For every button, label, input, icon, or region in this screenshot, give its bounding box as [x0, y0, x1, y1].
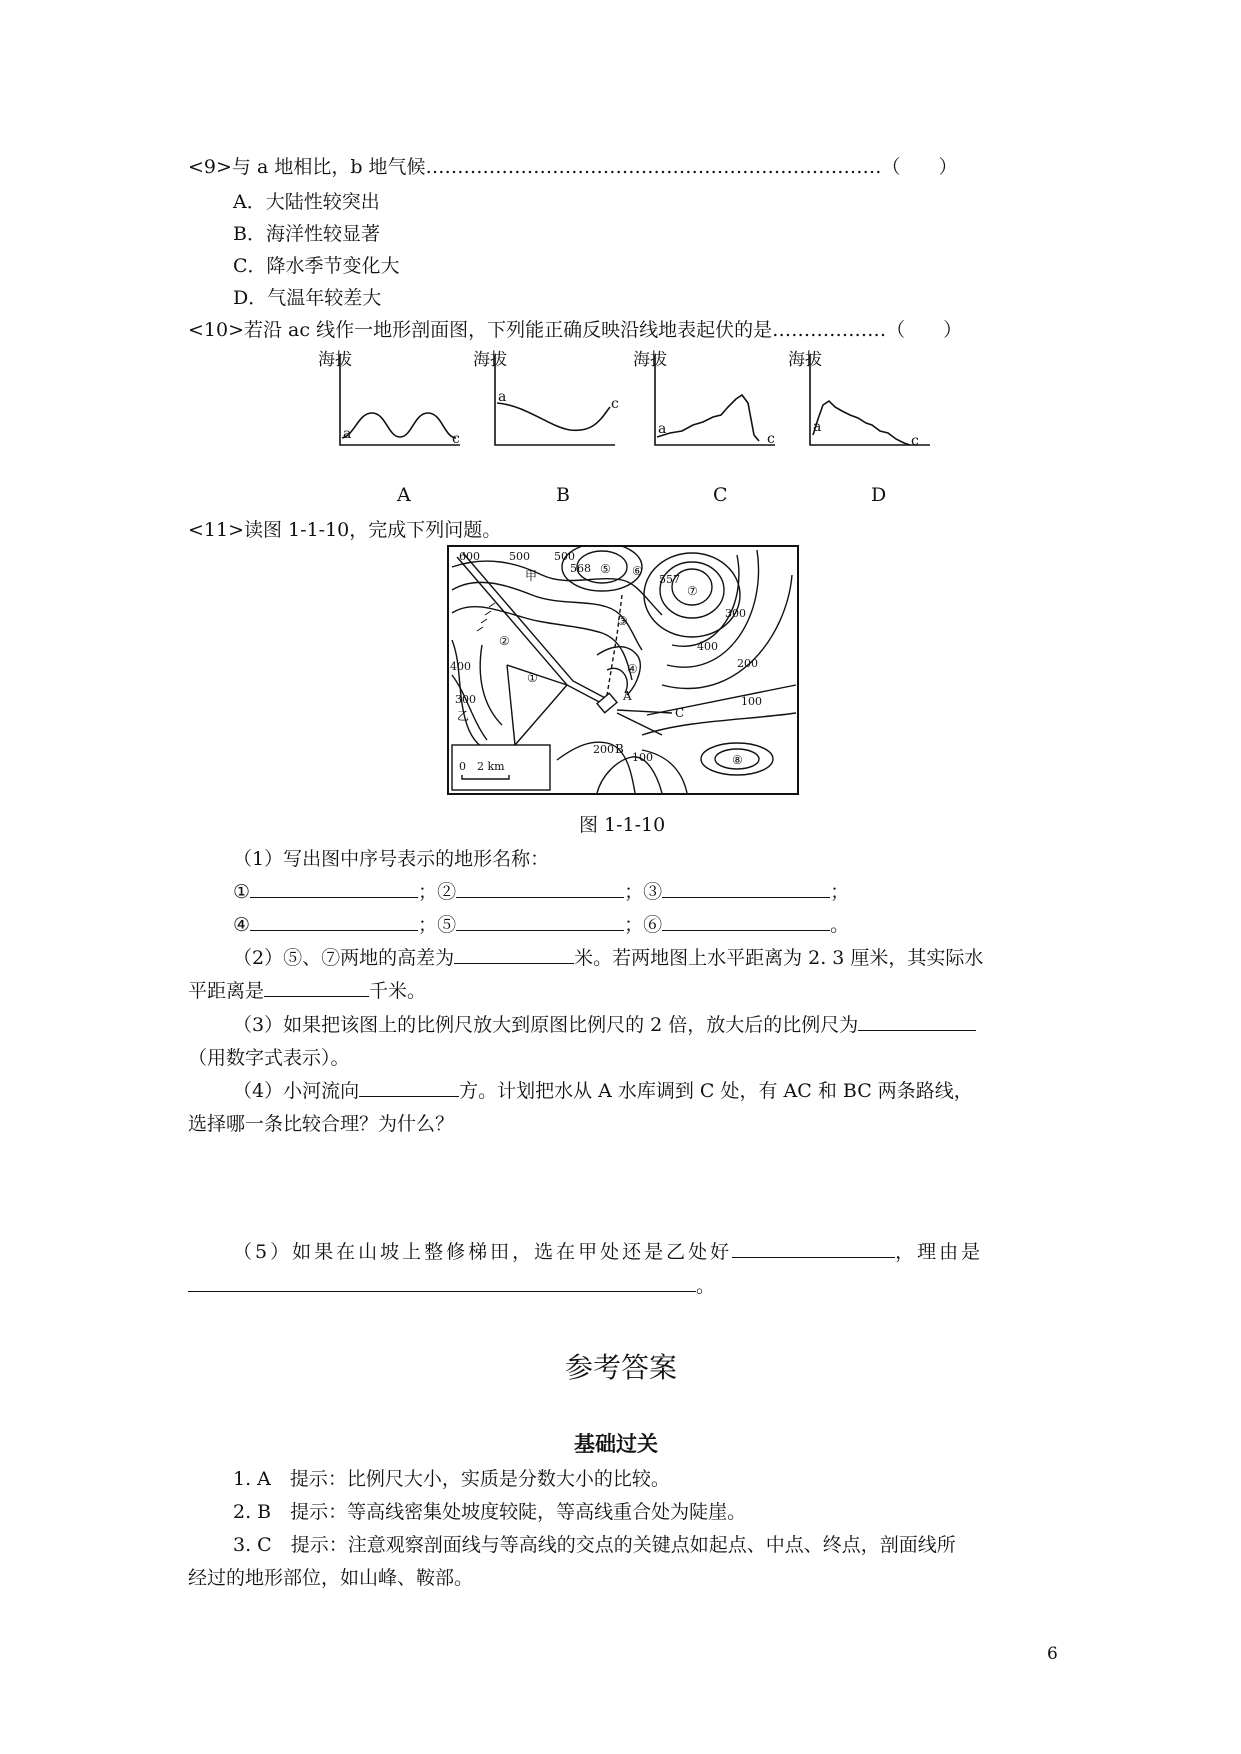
profile-d-end: c — [911, 433, 919, 449]
place-a: A — [623, 689, 632, 703]
contour-label-300a: 300 — [725, 607, 746, 620]
contour-label-500a: 500 — [509, 550, 530, 563]
q11-p5a: （5）如果在山坡上整修梯田，选在甲处还是乙处好 — [233, 1241, 733, 1263]
answer-item-1: 1. A 提示：比例尺大小，实质是分数大小的比较。 — [233, 1468, 670, 1490]
contour-map — [447, 545, 799, 795]
answer-blank-distance[interactable] — [264, 978, 369, 997]
q11-p4c: 选择哪一条比较合理？为什么？ — [188, 1113, 455, 1135]
q9-option-a[interactable]: A．大陆性较突出 — [233, 191, 380, 213]
marker-8: ⑧ — [732, 753, 743, 767]
q11-p3-line1 — [233, 1010, 976, 1037]
mark-5: ⑤ — [437, 914, 457, 936]
page-number: 6 — [1047, 1644, 1058, 1664]
profile-a-end: c — [452, 431, 460, 447]
answer-blank-flow[interactable] — [359, 1078, 459, 1097]
profile-choice-b-label[interactable]: B — [556, 484, 570, 506]
place-c: C — [675, 706, 685, 720]
mark-3: ③ — [643, 881, 663, 903]
q9-option-c[interactable]: C．降水季节变化大 — [233, 255, 400, 277]
profile-b-end: c — [611, 396, 619, 412]
q9-option-b[interactable]: B．海洋性较显著 — [233, 223, 380, 245]
marker-3: ③ — [617, 614, 628, 628]
q11-p2d: 千米。 — [369, 980, 427, 1002]
axis-label-b: 海拔 — [473, 350, 507, 370]
end-mark: 。 — [830, 914, 850, 936]
marker-6: ⑥ — [632, 564, 643, 578]
q11-p4a: （4）小河流向 — [233, 1080, 360, 1102]
answer-item-2: 2. B 提示：等高线密集处坡度较陡，等高线重合处为陡崖。 — [233, 1501, 747, 1523]
q11-p4-line1 — [233, 1076, 973, 1103]
q10-stem: <10>若沿 ac 线作一地形剖面图，下列能正确反映沿线地表起伏的是………………（ ） — [188, 319, 963, 341]
marker-5: ⑤ — [600, 562, 611, 576]
contour-label-200a: 200 — [737, 657, 758, 670]
profile-b-graph — [495, 355, 615, 445]
profile-choice-c-label[interactable]: C — [713, 484, 728, 506]
profile-choice-d-label[interactable]: D — [871, 484, 887, 506]
q11-p5-line2 — [188, 1271, 715, 1298]
place-yi: 乙 — [457, 709, 470, 723]
spot-height-557: 557 — [659, 573, 680, 586]
marker-1: ① — [527, 671, 538, 685]
sep-5: ； — [624, 914, 644, 936]
answer-item-3-cont: 经过的地形部位，如山峰、鞍部。 — [188, 1567, 474, 1589]
profile-d-graph — [810, 355, 930, 445]
answer-blank-height-diff[interactable] — [454, 945, 574, 964]
mark-6: ⑥ — [643, 914, 663, 936]
sep-4: ； — [418, 914, 438, 936]
axis-label-d: 海拔 — [788, 350, 822, 370]
q11-p2-line2 — [188, 976, 426, 1003]
answer-blank-4[interactable] — [250, 912, 418, 931]
contour-label-400a: 400 — [697, 640, 718, 653]
profile-b-start: a — [498, 389, 507, 405]
q11-p5c: 。 — [696, 1275, 716, 1297]
answer-blank-2[interactable] — [456, 879, 624, 898]
sep-2: ； — [624, 881, 644, 903]
answer-blank-6[interactable] — [662, 912, 830, 931]
q11-p1: （1）写出图中序号表示的地形名称： — [233, 848, 550, 870]
contour-label-200b: 200 — [593, 743, 614, 756]
q11-p3b: （用数字式表示）。 — [188, 1047, 350, 1069]
q11-p2a: （2）⑤、⑦两地的高差为 — [233, 947, 455, 969]
q9-option-d[interactable]: D．气温年较差大 — [233, 287, 382, 309]
contour-label-300b: 300 — [455, 693, 476, 706]
answers-title: 参考答案 — [565, 1351, 678, 1384]
marker-7: ⑦ — [687, 584, 698, 598]
q11-p2c: 平距离是 — [188, 980, 265, 1002]
answer-blank-scale[interactable] — [858, 1012, 976, 1031]
map-scale-bar: 0 2 km — [459, 760, 505, 773]
map-caption: 图 1-1-10 — [579, 814, 666, 836]
contour-label-100b: 100 — [632, 751, 653, 764]
marker-4: ④ — [627, 662, 638, 676]
profile-d-start: a — [813, 419, 822, 435]
answer-blank-reason[interactable] — [188, 1273, 696, 1292]
answers-section-title: 基础过关 — [574, 1432, 658, 1456]
sep-1: ； — [418, 881, 438, 903]
axis-label-c: 海拔 — [633, 350, 667, 370]
mark-2: ② — [437, 881, 457, 903]
q11-p1-row1 — [233, 877, 849, 904]
spot-height-568: 568 — [570, 562, 591, 575]
profile-c-end: c — [767, 431, 775, 447]
q11-p5-line1 — [233, 1237, 983, 1264]
answer-blank-5[interactable] — [456, 912, 624, 931]
q11-stem: <11>读图 1-1-10，完成下列问题。 — [188, 519, 502, 541]
marker-2: ② — [499, 634, 510, 648]
contour-label-100a: 100 — [741, 695, 762, 708]
q11-p5b: ，理由是 — [895, 1241, 984, 1263]
profile-a-start: a — [343, 426, 352, 442]
sep-3: ； — [830, 881, 850, 903]
q11-p4b: 方。计划把水从 A 水库调到 C 处，有 AC 和 BC 两条路线， — [459, 1080, 973, 1102]
contour-label-500b: 500 — [554, 550, 575, 563]
q11-p3a: （3）如果把该图上的比例尺放大到原图比例尺的 2 倍，放大后的比例尺为 — [233, 1014, 859, 1036]
q9-stem: <9>与 a 地相比，b 地气候………………………………………………………………（ ） — [188, 156, 958, 178]
profile-c-graph — [655, 355, 775, 445]
answer-blank-terrace[interactable] — [732, 1239, 895, 1258]
answer-blank-3[interactable] — [662, 879, 830, 898]
q11-p1-row2 — [233, 910, 849, 937]
answer-blank-1[interactable] — [250, 879, 418, 898]
contour-label-400b: 400 — [450, 660, 471, 673]
place-jia: 甲 — [525, 569, 538, 583]
mark-1: ① — [233, 881, 251, 903]
axis-label-a: 海拔 — [318, 350, 352, 370]
place-b: B — [615, 742, 624, 756]
answer-item-3: 3. C 提示：注意观察剖面线与等高线的交点的关键点如起点、中点、终点，剖面线所 — [233, 1534, 956, 1556]
profile-c-start: a — [658, 421, 667, 437]
profile-a-graph — [340, 355, 460, 445]
mark-4: ④ — [233, 914, 251, 936]
profile-choice-a-label[interactable]: A — [397, 484, 411, 506]
q11-p2-line1 — [233, 943, 983, 970]
profile-choices-figure — [310, 345, 940, 455]
q11-p2b: 米。若两地图上水平距离为 2. 3 厘米，其实际水 — [574, 947, 984, 969]
contour-label-600: 600 — [459, 550, 480, 563]
